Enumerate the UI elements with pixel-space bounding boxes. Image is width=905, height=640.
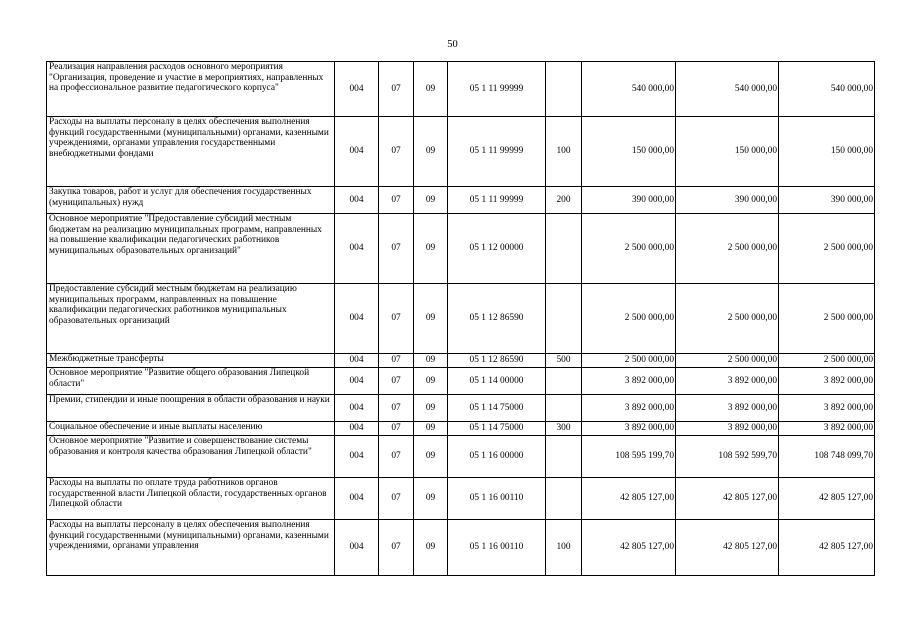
admin-code-cell: 004 <box>335 478 379 520</box>
section-code-cell: 07 <box>379 436 414 478</box>
section-code-cell: 07 <box>379 395 414 422</box>
amount-year2-cell: 150 000,00 <box>676 117 779 187</box>
amount-year1-cell: 390 000,00 <box>582 187 676 214</box>
table-row <box>47 478 875 520</box>
admin-code-cell: 004 <box>335 436 379 478</box>
target-code-cell: 05 1 12 86590 <box>448 284 546 354</box>
target-code-cell: 05 1 14 00000 <box>448 368 546 395</box>
admin-code-cell: 004 <box>335 284 379 354</box>
amount-year1-cell: 150 000,00 <box>582 117 676 187</box>
expense-type-cell <box>546 478 582 520</box>
target-code-cell: 05 1 12 00000 <box>448 214 546 284</box>
page-number: 50 <box>447 39 458 50</box>
amount-year3-cell: 150 000,00 <box>779 117 875 187</box>
target-code-cell: 05 1 14 75000 <box>448 422 546 436</box>
amount-year1-cell: 3 892 000,00 <box>582 368 676 395</box>
amount-year2-cell: 3 892 000,00 <box>676 395 779 422</box>
target-code-cell: 05 1 11 99999 <box>448 62 546 117</box>
target-code-cell: 05 1 11 99999 <box>448 117 546 187</box>
row-name-cell: Премии, стипендии и иные поощрения в области образования и науки <box>47 395 335 422</box>
amount-year3-cell: 3 892 000,00 <box>779 368 875 395</box>
section-code-cell: 07 <box>379 214 414 284</box>
amount-year2-cell: 42 805 127,00 <box>676 520 779 576</box>
subsection-code-cell: 09 <box>414 62 448 117</box>
row-name-cell: Основное мероприятие "Предоставление субсидий местным бюджетам на реализацию муниципальных программ, направленных на повышение квалификации педагогических работников муниципальных образовательных организаций" <box>47 214 335 284</box>
row-name-cell: Реализация направления расходов основного мероприятия "Организация, проведение и участие в мероприятиях, направленных на профессиональное развитие педагогического корпуса" <box>47 62 335 117</box>
table-row <box>47 368 875 395</box>
table-body <box>47 62 875 576</box>
table-row <box>47 62 875 117</box>
amount-year2-cell: 42 805 127,00 <box>676 478 779 520</box>
row-name-cell: Закупка товаров, работ и услуг для обеспечения государственных (муниципальных) нужд <box>47 187 335 214</box>
amount-year2-cell: 2 500 000,00 <box>676 284 779 354</box>
subsection-code-cell: 09 <box>414 520 448 576</box>
table-row <box>47 520 875 576</box>
table-row <box>47 395 875 422</box>
subsection-code-cell: 09 <box>414 187 448 214</box>
section-code-cell: 07 <box>379 368 414 395</box>
admin-code-cell: 004 <box>335 187 379 214</box>
amount-year2-cell: 3 892 000,00 <box>676 368 779 395</box>
table-row <box>47 284 875 354</box>
row-name-cell: Основное мероприятие "Развитие общего образования Липецкой области" <box>47 368 335 395</box>
subsection-code-cell: 09 <box>414 214 448 284</box>
expense-type-cell <box>546 436 582 478</box>
expense-type-cell <box>546 62 582 117</box>
row-name-cell: Предоставление субсидий местным бюджетам на реализацию муниципальных программ, направленных на повышение квалификации педагогических работников муниципальных образовательных организаций <box>47 284 335 354</box>
expense-type-cell: 100 <box>546 520 582 576</box>
section-code-cell: 07 <box>379 117 414 187</box>
admin-code-cell: 004 <box>335 62 379 117</box>
subsection-code-cell: 09 <box>414 117 448 187</box>
expense-type-cell: 100 <box>546 117 582 187</box>
admin-code-cell: 004 <box>335 395 379 422</box>
amount-year1-cell: 2 500 000,00 <box>582 354 676 368</box>
amount-year2-cell: 3 892 000,00 <box>676 422 779 436</box>
subsection-code-cell: 09 <box>414 368 448 395</box>
target-code-cell: 05 1 14 75000 <box>448 395 546 422</box>
amount-year2-cell: 390 000,00 <box>676 187 779 214</box>
section-code-cell: 07 <box>379 354 414 368</box>
row-name-cell: Расходы на выплаты персоналу в целях обеспечения выполнения функций государственными (муниципальными) органами, казенными учреждениями, органами управления государственными внебюджетными фондами <box>47 117 335 187</box>
amount-year3-cell: 2 500 000,00 <box>779 214 875 284</box>
amount-year1-cell: 3 892 000,00 <box>582 395 676 422</box>
admin-code-cell: 004 <box>335 520 379 576</box>
target-code-cell: 05 1 16 00110 <box>448 478 546 520</box>
amount-year1-cell: 108 595 199,70 <box>582 436 676 478</box>
amount-year1-cell: 540 000,00 <box>582 62 676 117</box>
target-code-cell: 05 1 16 00000 <box>448 436 546 478</box>
amount-year3-cell: 42 805 127,00 <box>779 478 875 520</box>
amount-year1-cell: 3 892 000,00 <box>582 422 676 436</box>
budget-table <box>46 61 875 576</box>
expense-type-cell <box>546 395 582 422</box>
amount-year1-cell: 2 500 000,00 <box>582 214 676 284</box>
admin-code-cell: 004 <box>335 422 379 436</box>
subsection-code-cell: 09 <box>414 284 448 354</box>
section-code-cell: 07 <box>379 422 414 436</box>
row-name-cell: Расходы на выплаты по оплате труда работников органов государственной власти Липецкой области, государственных органов Липецкой области <box>47 478 335 520</box>
table-row <box>47 436 875 478</box>
admin-code-cell: 004 <box>335 117 379 187</box>
section-code-cell: 07 <box>379 62 414 117</box>
amount-year3-cell: 2 500 000,00 <box>779 284 875 354</box>
target-code-cell: 05 1 11 99999 <box>448 187 546 214</box>
amount-year3-cell: 42 805 127,00 <box>779 520 875 576</box>
target-code-cell: 05 1 16 00110 <box>448 520 546 576</box>
amount-year2-cell: 108 592 599,70 <box>676 436 779 478</box>
expense-type-cell <box>546 284 582 354</box>
subsection-code-cell: 09 <box>414 395 448 422</box>
admin-code-cell: 004 <box>335 214 379 284</box>
admin-code-cell: 004 <box>335 368 379 395</box>
subsection-code-cell: 09 <box>414 478 448 520</box>
row-name-cell: Социальное обеспечение и иные выплаты населению <box>47 422 335 436</box>
expense-type-cell: 300 <box>546 422 582 436</box>
amount-year3-cell: 3 892 000,00 <box>779 395 875 422</box>
table-row <box>47 187 875 214</box>
amount-year1-cell: 42 805 127,00 <box>582 478 676 520</box>
amount-year3-cell: 390 000,00 <box>779 187 875 214</box>
subsection-code-cell: 09 <box>414 354 448 368</box>
amount-year3-cell: 108 748 099,70 <box>779 436 875 478</box>
section-code-cell: 07 <box>379 520 414 576</box>
amount-year2-cell: 2 500 000,00 <box>676 214 779 284</box>
expense-type-cell <box>546 368 582 395</box>
row-name-cell: Межбюджетные трансферты <box>47 354 335 368</box>
section-code-cell: 07 <box>379 284 414 354</box>
amount-year2-cell: 2 500 000,00 <box>676 354 779 368</box>
table-row <box>47 354 875 368</box>
section-code-cell: 07 <box>379 187 414 214</box>
expense-type-cell: 200 <box>546 187 582 214</box>
amount-year1-cell: 42 805 127,00 <box>582 520 676 576</box>
amount-year3-cell: 2 500 000,00 <box>779 354 875 368</box>
table-row <box>47 117 875 187</box>
expense-type-cell: 500 <box>546 354 582 368</box>
row-name-cell: Расходы на выплаты персоналу в целях обеспечения выполнения функций государственными (муниципальными) органами, казенными учреждениями, органами управления <box>47 520 335 576</box>
amount-year3-cell: 540 000,00 <box>779 62 875 117</box>
subsection-code-cell: 09 <box>414 422 448 436</box>
expense-type-cell <box>546 214 582 284</box>
row-name-cell: Основное мероприятие "Развитие и совершенствование системы образования и контроля качества образования Липецкой области" <box>47 436 335 478</box>
amount-year1-cell: 2 500 000,00 <box>582 284 676 354</box>
table-row <box>47 214 875 284</box>
amount-year3-cell: 3 892 000,00 <box>779 422 875 436</box>
admin-code-cell: 004 <box>335 354 379 368</box>
section-code-cell: 07 <box>379 478 414 520</box>
table-row <box>47 422 875 436</box>
amount-year2-cell: 540 000,00 <box>676 62 779 117</box>
target-code-cell: 05 1 12 86590 <box>448 354 546 368</box>
subsection-code-cell: 09 <box>414 436 448 478</box>
